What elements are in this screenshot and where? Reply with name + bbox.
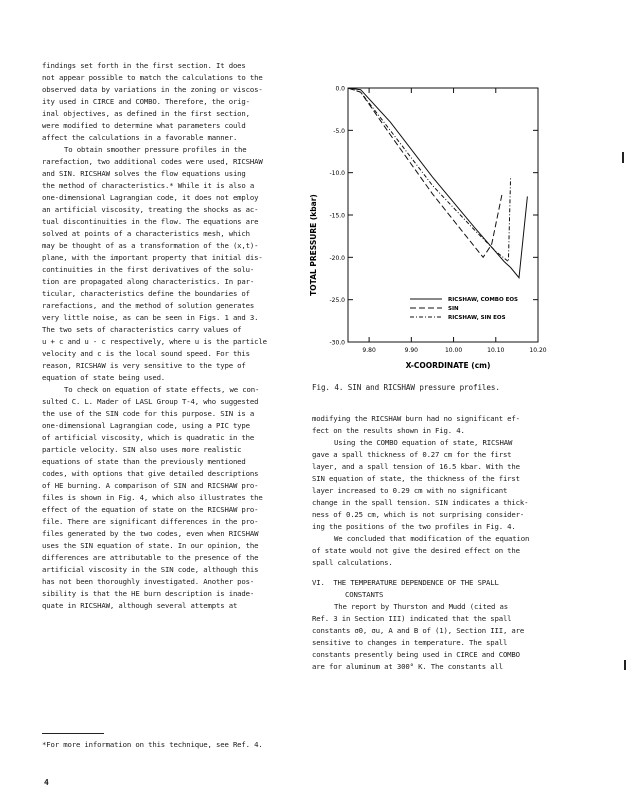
text-line: an artificial viscosity, treating the shocks as ac- — [42, 205, 259, 214]
y-tick-label: -20.0 — [329, 254, 345, 262]
text-line: very little noise, as can be seen in Figs. 1 and 3. — [42, 313, 259, 322]
text-line: and SIN. RICSHAW solves the flow equations using — [42, 169, 246, 178]
legend-label: RICSHAW, COMBO EOS — [448, 297, 518, 303]
text-line: rarefactions, and the method of solution generates — [42, 301, 255, 310]
x-tick-label: 9.90 — [404, 347, 419, 354]
x-tick-label: 10.00 — [444, 347, 463, 354]
text-line: To obtain smoother pressure profiles in the — [64, 145, 247, 154]
text-line: spall calculations. — [312, 558, 393, 567]
section-title-line2: CONSTANTS — [345, 590, 384, 599]
text-line: constants σ0, σu, A and B of (1), Section III, are — [312, 626, 525, 635]
figure-caption: Fig. 4. SIN and RICSHAW pressure profiles. — [312, 383, 500, 392]
text-line: differences are attributable to the presence of the — [42, 553, 259, 562]
text-line: Using the COMBO equation of state, RICSHAW — [334, 438, 513, 447]
text-line: quate in RICSHAW, although several attempts at — [42, 601, 238, 610]
text-line: particle velocity. SIN also uses more realistic — [42, 445, 242, 454]
text-line: ity used in CIRCE and COMBO. Therefore, the orig- — [42, 97, 250, 106]
text-line: layer increased to 0.29 cm with no significant — [312, 486, 508, 495]
text-line: rarefaction, two additional codes were used, RICSHAW — [42, 157, 263, 166]
legend-label: SIN — [448, 306, 459, 312]
text-line: tion are propagated along characteristics. In par- — [42, 277, 255, 286]
text-line: fect on the results shown in Fig. 4. — [312, 426, 465, 435]
text-line: affect the calculations in a favorable manner. — [42, 133, 238, 142]
y-tick-label: -25.0 — [329, 297, 345, 305]
text-line: may be thought of as a transformation of the (x,t)- — [42, 241, 259, 250]
text-line: layer, and a spall tension of 16.5 kbar. With the — [312, 462, 520, 471]
text-line: uses the SIN equation of state. In our opinion, the — [42, 541, 259, 550]
text-line: one-dimensional Lagrangian code, using a PIC type — [42, 421, 250, 430]
y-tick-label: 0.0 — [335, 85, 345, 93]
margin-mark — [622, 152, 624, 163]
text-line: sulted C. L. Mader of LASL Group T-4, who suggested — [42, 397, 259, 406]
legend-label: RICSHAW, SIN EOS — [448, 315, 506, 321]
text-line: change in the spall tension. SIN indicates a thick- — [312, 498, 529, 507]
section-heading — [312, 577, 582, 589]
text-line: one-dimensional Lagrangian code, it does not employ — [42, 193, 259, 202]
text-line: the method of characteristics.* While it is also a — [42, 181, 255, 190]
text-line: continuities in the first derivatives of the solu- — [42, 265, 255, 274]
text-line: ing the positions of the two profiles in Fig. 4. — [312, 522, 516, 531]
y-axis-label: TOTAL PRESSURE (kbar) — [309, 194, 318, 296]
text-line: The report by Thurston and Mudd (cited as — [334, 602, 508, 611]
text-line: were modified to determine what parameters could — [42, 121, 246, 130]
text-line: velocity and c is the local sound speed. For this — [42, 349, 250, 358]
text-line: of state would not give the desired effect on the — [312, 546, 520, 555]
text-line: inal objectives, as defined in the first section, — [42, 109, 250, 118]
right-text-column — [312, 413, 582, 673]
text-line: sibility is that the HE burn description is inade- — [42, 589, 255, 598]
text-line: u + c and u - c respectively, where u is the particle — [42, 337, 267, 346]
y-tick-label: -30.0 — [329, 339, 345, 347]
text-line: file. There are significant differences in the pro- — [42, 517, 259, 526]
text-line: ticular, characteristics define the boundaries of — [42, 289, 250, 298]
x-tick-label: 10.20 — [529, 347, 547, 354]
text-line: plane, with the important property that initial dis- — [42, 253, 263, 262]
text-line: To check on equation of state effects, we con- — [64, 385, 260, 394]
x-axis-label: X-COORDINATE (cm) — [405, 361, 491, 370]
text-line: ness of 0.25 cm, which is not surprising consider- — [312, 510, 525, 519]
text-line: We concluded that modification of the equation — [334, 534, 530, 543]
text-line: are for aluminum at 300° K. The constants all — [312, 662, 503, 671]
section-number: VI. — [312, 578, 325, 587]
x-tick-label: 10.10 — [487, 347, 505, 354]
series-line-3 — [348, 88, 511, 262]
text-line: equations of state than the previously mentioned — [42, 457, 246, 466]
margin-mark — [624, 660, 626, 670]
text-line: effect of the equation of state on the RICSHAW pro- — [42, 505, 259, 514]
text-line: of artificial viscosity, which is quadratic in the — [42, 433, 255, 442]
text-line: has not been thoroughly investigated. Another pos- — [42, 577, 255, 586]
text-line: findings set forth in the first section. It does — [42, 61, 246, 70]
y-tick-label: -10.0 — [329, 170, 345, 178]
text-line: files generated by the two codes, even when RICSHAW — [42, 529, 259, 538]
text-line: codes, with options that give detailed descriptions — [42, 469, 259, 478]
footnote-rule — [42, 733, 104, 734]
text-line: SIN equation of state, the thickness of the first — [312, 474, 520, 483]
section-title-line1: THE TEMPERATURE DEPENDENCE OF THE SPALL — [333, 578, 499, 587]
left-text-column — [42, 60, 304, 612]
text-line: files is shown in Fig. 4, which also illustrates the — [42, 493, 263, 502]
text-line: observed data by variations in the zoning or viscos- — [42, 85, 263, 94]
text-line: reason, RICSHAW is very sensitive to the type of — [42, 361, 246, 370]
text-line: the use of the SIN code for this purpose. SIN is a — [42, 409, 255, 418]
y-tick-label: -5.0 — [333, 127, 345, 135]
text-line: Ref. 3 in Section III) indicated that the spall — [312, 614, 512, 623]
text-line: of HE burning. A comparison of SIN and RICSHAW pro- — [42, 481, 259, 490]
page-number: 4 — [44, 778, 49, 787]
text-line: modifying the RICSHAW burn had no significant ef- — [312, 414, 520, 423]
pressure-profile-chart — [290, 60, 580, 380]
text-line: sensitive to changes in temperature. The spall — [312, 638, 508, 647]
text-line: solved at points of a characteristics mesh, which — [42, 229, 250, 238]
footnote: *For more information on this technique, see Ref. 4. — [42, 740, 263, 749]
text-line: artificial viscosity in the SIN code, although this — [42, 565, 259, 574]
x-tick-label: 9.80 — [362, 347, 376, 354]
text-line: The two sets of characteristics carry values of — [42, 325, 242, 334]
series-line-1 — [348, 88, 527, 278]
text-line: tual discontinuities in the flow. The equations are — [42, 217, 259, 226]
y-tick-label: -15.0 — [329, 212, 345, 220]
text-line: gave a spall thickness of 0.27 cm for the first — [312, 450, 512, 459]
text-line: constants presently being used in CIRCE and COMBO — [312, 650, 520, 659]
text-line: equation of state being used. — [42, 373, 166, 382]
text-line: not appear possible to match the calculations to the — [42, 73, 263, 82]
